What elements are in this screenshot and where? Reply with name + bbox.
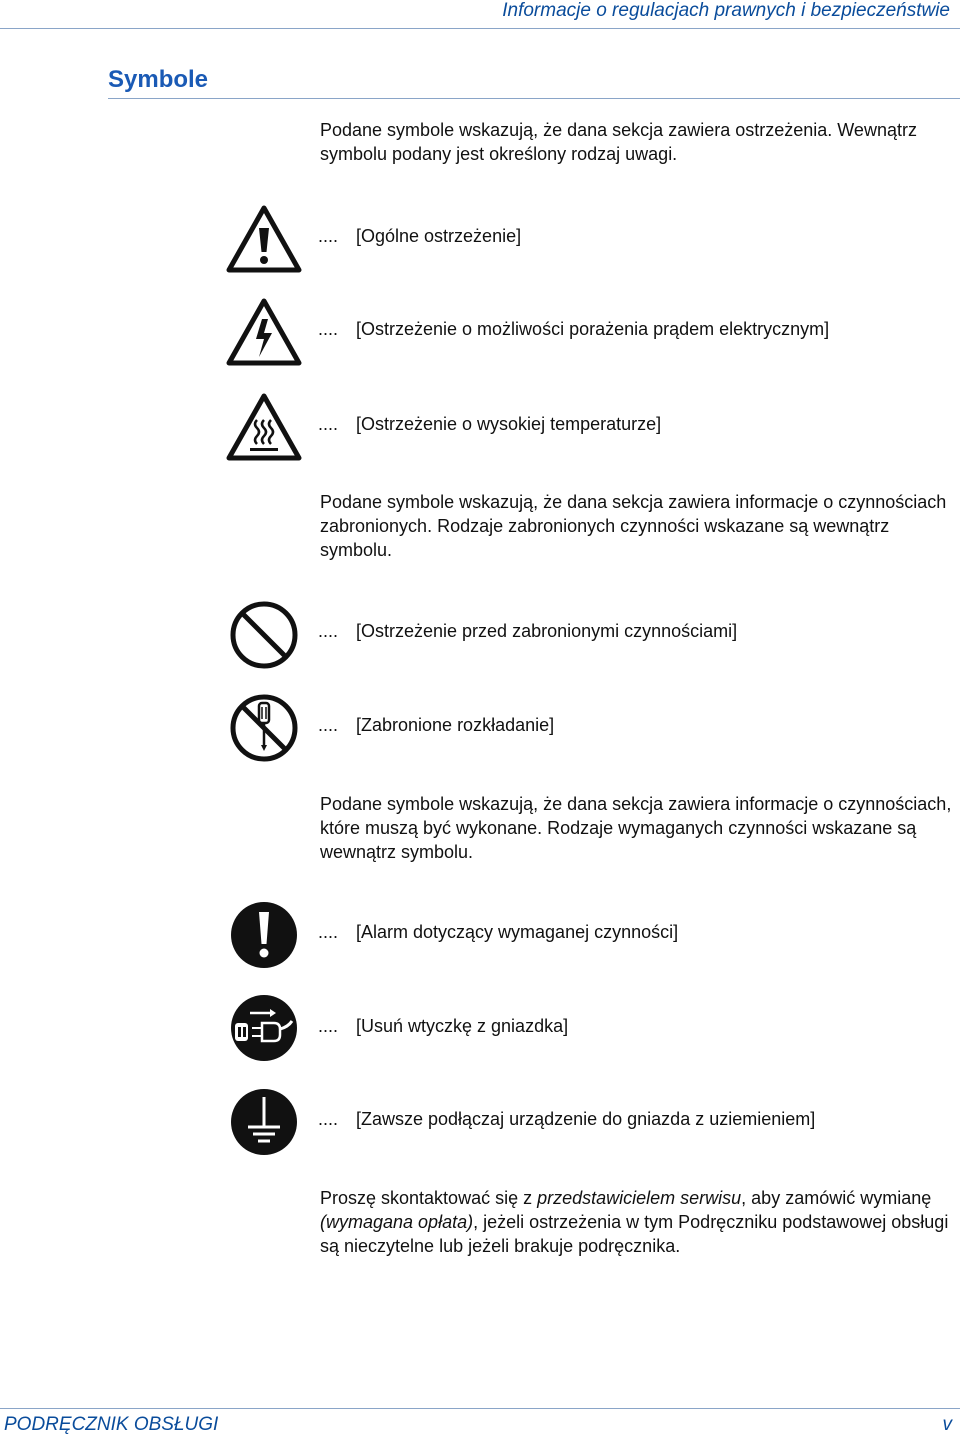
closing-part: Proszę skontaktować się z bbox=[320, 1188, 538, 1208]
service-representative-term: przedstawicielem serwisu bbox=[537, 1188, 742, 1208]
prohibited-symbol-label bbox=[318, 713, 554, 737]
warning-symbol-label bbox=[318, 317, 829, 341]
label-text: [Zabronione rozkładanie] bbox=[356, 715, 555, 735]
prohibited-action-icon bbox=[226, 600, 302, 670]
prohibited-symbol-label bbox=[318, 619, 737, 643]
leader-dots: .... bbox=[318, 1016, 339, 1036]
label-text: [Zawsze podłączaj urządzenie do gniazda z uziemieniem] bbox=[356, 1109, 816, 1129]
required-symbol-label bbox=[318, 1014, 568, 1038]
leader-dots: .... bbox=[318, 1109, 339, 1129]
label-text: [Ostrzeżenie o wysokiej temperaturze] bbox=[356, 414, 662, 434]
disassembly-prohibited-icon bbox=[226, 693, 302, 763]
warning-symbol-label bbox=[318, 224, 521, 248]
manual-title: PODRĘCZNIK OBSŁUGI bbox=[4, 1414, 219, 1435]
required-symbol-label bbox=[318, 1107, 815, 1131]
leader-dots: .... bbox=[318, 715, 339, 735]
leader-dots: .... bbox=[318, 414, 339, 434]
closing-text bbox=[320, 1186, 960, 1258]
leader-dots: .... bbox=[318, 319, 339, 339]
leader-dots: .... bbox=[318, 621, 339, 641]
closing-part: , jeżeli ostrzeżenia w tym Podręczniku podstawowej obsługi są nieczytelne lub jeżeli brakuje podręcznika. bbox=[320, 1212, 949, 1256]
required-symbol-label bbox=[318, 920, 678, 944]
header-title: Informacje o regulacjach prawnych i bezpieczeństwie bbox=[502, 0, 950, 21]
footer-divider bbox=[0, 1408, 960, 1409]
label-text: [Ogólne ostrzeżenie] bbox=[356, 226, 522, 246]
fee-required-term: (wymagana opłata) bbox=[320, 1212, 474, 1232]
leader-dots: .... bbox=[318, 226, 339, 246]
label-text: [Usuń wtyczkę z gniazdka] bbox=[356, 1016, 569, 1036]
page-number: v bbox=[942, 1414, 952, 1435]
general-warning-icon bbox=[226, 204, 302, 274]
electric-shock-warning-icon bbox=[226, 297, 302, 367]
warning-symbol-label bbox=[318, 412, 661, 436]
intro-required-text: Podane symbole wskazują, że dana sekcja zawiera informacje o czynnościach, które muszą być wykonane. Rodzaje wymaganych czynności wskazane są wewnątrz symbolu. bbox=[320, 794, 952, 862]
high-temperature-warning-icon bbox=[226, 392, 302, 462]
ground-connection-icon bbox=[226, 1087, 302, 1157]
unplug-icon bbox=[226, 993, 302, 1063]
required-action-alert-icon bbox=[226, 900, 302, 970]
intro-prohibited-text: Podane symbole wskazują, że dana sekcja zawiera informacje o czynnościach zabronionych. Rodzaje zabronionych czynności wskazane są wewnątrz symbolu. bbox=[320, 492, 947, 560]
intro-warning-text: Podane symbole wskazują, że dana sekcja zawiera ostrzeżenia. Wewnątrz symbolu podany jest określony rodzaj uwagi. bbox=[320, 120, 917, 164]
header-divider bbox=[0, 28, 960, 29]
leader-dots: .... bbox=[318, 922, 339, 942]
label-text: [Alarm dotyczący wymaganej czynności] bbox=[356, 922, 679, 942]
label-text: [Ostrzeżenie o możliwości porażenia prądem elektrycznym] bbox=[356, 319, 830, 339]
section-divider bbox=[108, 98, 960, 99]
label-text: [Ostrzeżenie przed zabronionymi czynnościami] bbox=[356, 621, 738, 641]
closing-part: , aby zamówić wymianę bbox=[741, 1188, 932, 1208]
section-title: Symbole bbox=[108, 66, 209, 93]
